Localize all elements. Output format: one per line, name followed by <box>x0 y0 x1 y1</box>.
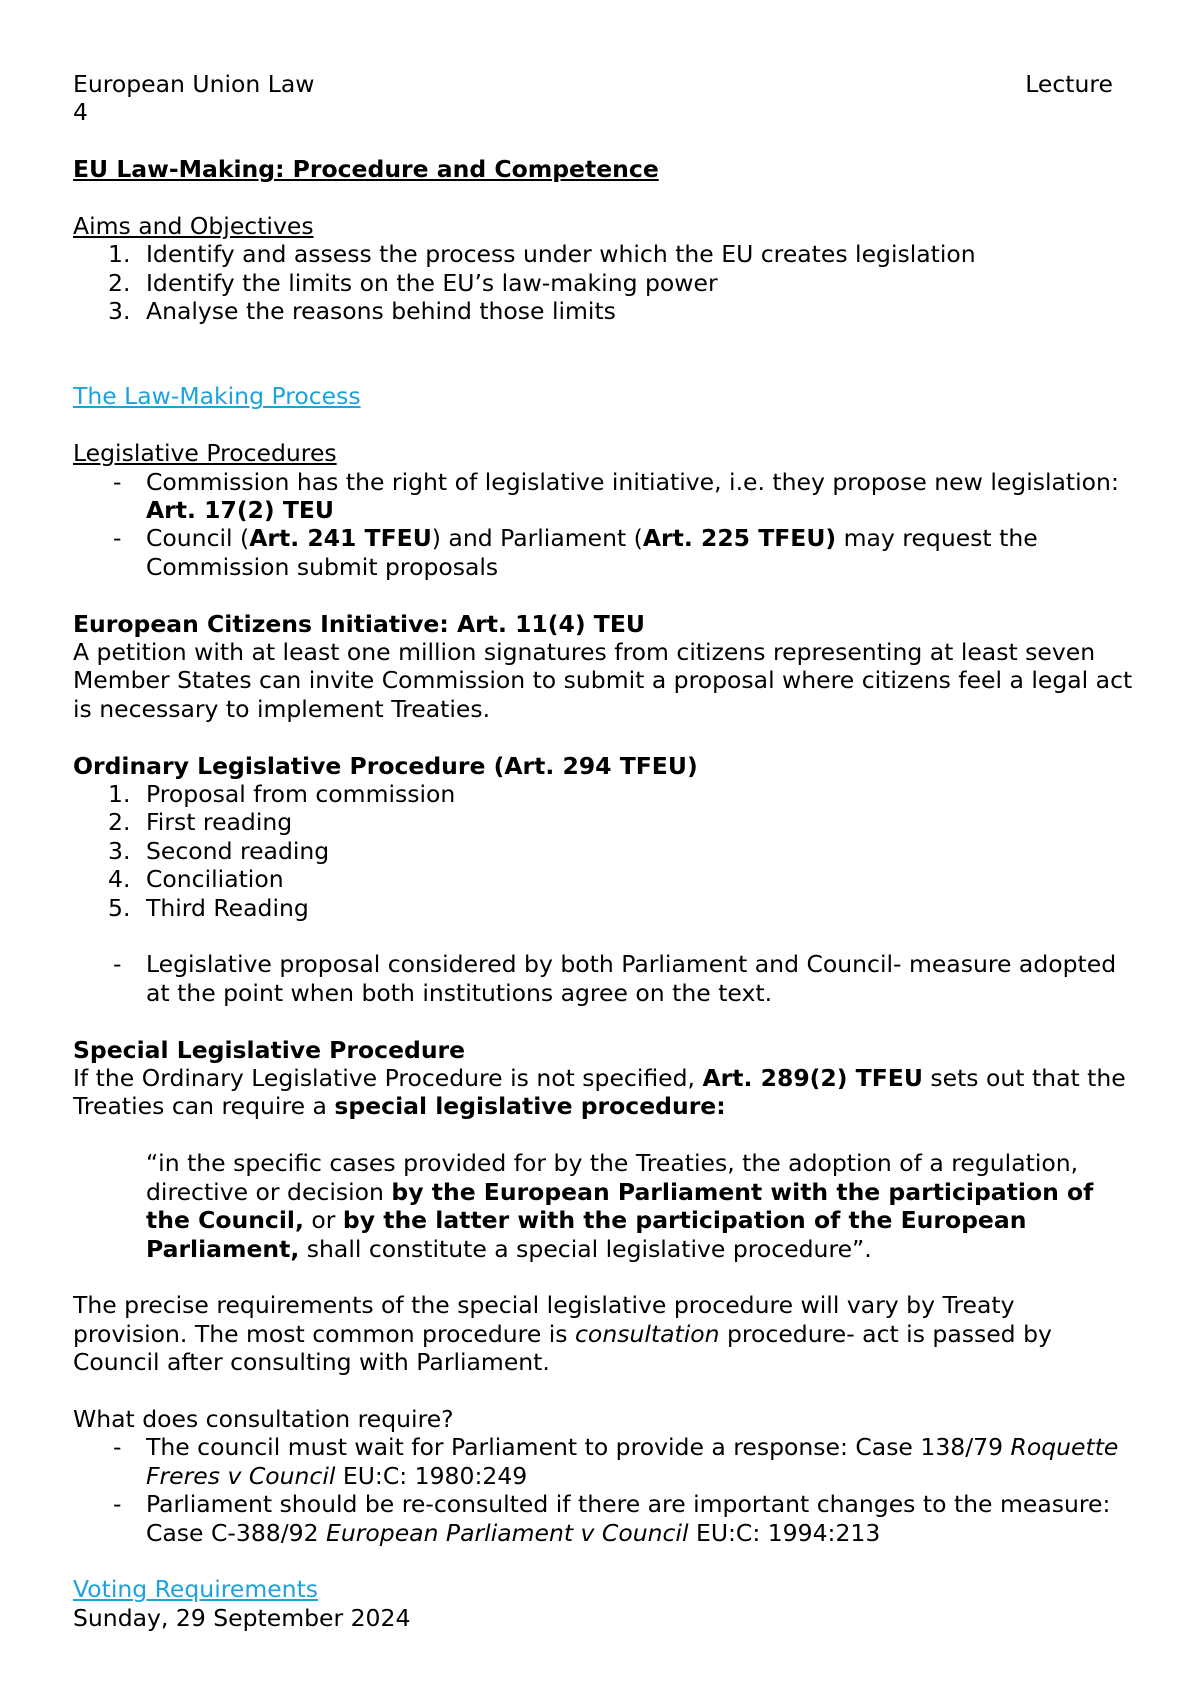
olp-note-list <box>73 950 1133 1007</box>
page-title: EU Law-Making: Procedure and Competence <box>73 155 659 184</box>
list-item: 1. Identify and assess the process under which the EU creates legislation <box>108 240 976 269</box>
course-title: European Union Law <box>73 70 315 98</box>
list-item: 1. Proposal from commission <box>108 780 456 809</box>
list-item: - Parliament should be re-consulted if there are important changes to the measure: Case C-388/92 European Parliament v Council EU:C: 1994:213 <box>113 1490 1111 1547</box>
list-item: - The council must wait for Parliament to provide a response: Case 138/79 Roquette Freres v Council EU:C: 1980:249 <box>113 1433 1119 1490</box>
aims-list <box>73 240 1133 325</box>
list-item: 3. Second reading <box>108 836 330 865</box>
list-item: 4. Conciliation <box>108 865 284 894</box>
legislative-procedures-list <box>73 468 1133 582</box>
document-page <box>73 70 1133 1632</box>
treaty-quote: “in the specific cases provided for by the Treaties, the adoption of a regulation, directive or decision by the European Parliament with the participation of the Council, or by the latter with the participation of the European Parliament, shall constitute a special legislative procedure”. <box>146 1149 1094 1263</box>
consultation-question: What does consultation require? <box>73 1404 454 1433</box>
consultation-paragraph: The precise requirements of the special legislative procedure will vary by Treaty provision. The most common procedure is consultation procedure- act is passed by Council after consulting with Parliament. <box>73 1291 1052 1377</box>
eci-paragraph: A petition with at least one million signatures from citizens representing at least seven Member States can invite Commission to submit a proposal where citizens feel a legal act is necessary to implement Treaties. <box>73 638 1133 723</box>
slp-intro-paragraph: If the Ordinary Legislative Procedure is not specified, Art. 289(2) TFEU sets out that the Treaties can require a special legislative procedure: <box>73 1064 1126 1121</box>
list-item: 3. Analyse the reasons behind those limits <box>108 297 616 326</box>
list-item: - Council (Art. 241 TFEU) and Parliament (Art. 225 TFEU) may request the Commission submit proposals <box>113 524 1038 581</box>
list-item: - Legislative proposal considered by both Parliament and Council- measure adopted at the point when both institutions agree on the text. <box>113 950 1117 1007</box>
list-item: - Commission has the right of legislative initiative, i.e. they propose new legislation: Art. 17(2) TEU <box>113 467 1119 525</box>
olp-steps-list <box>73 780 1133 922</box>
olp-heading: Ordinary Legislative Procedure (Art. 294 TFEU) <box>73 751 698 780</box>
footer-date: Sunday, 29 September 2024 <box>73 1603 411 1632</box>
slp-heading: Special Legislative Procedure <box>73 1035 466 1064</box>
list-item: 2. Identify the limits on the EU’s law-making power <box>108 268 718 297</box>
consultation-list <box>73 1433 1133 1547</box>
voting-requirements-link[interactable]: Voting Requirements <box>73 1575 319 1604</box>
lecture-label: Lecture <box>1025 70 1113 98</box>
law-making-process-link[interactable]: The Law-Making Process <box>73 382 361 411</box>
document-header <box>73 70 1113 98</box>
lecture-number: 4 <box>73 98 88 127</box>
legislative-procedures-heading: Legislative Procedures <box>73 439 337 468</box>
list-item: 2. First reading <box>108 808 293 837</box>
aims-heading: Aims and Objectives <box>73 212 314 240</box>
eci-heading: European Citizens Initiative: Art. 11(4) TEU <box>73 609 645 638</box>
list-item: 5. Third Reading <box>108 893 309 922</box>
